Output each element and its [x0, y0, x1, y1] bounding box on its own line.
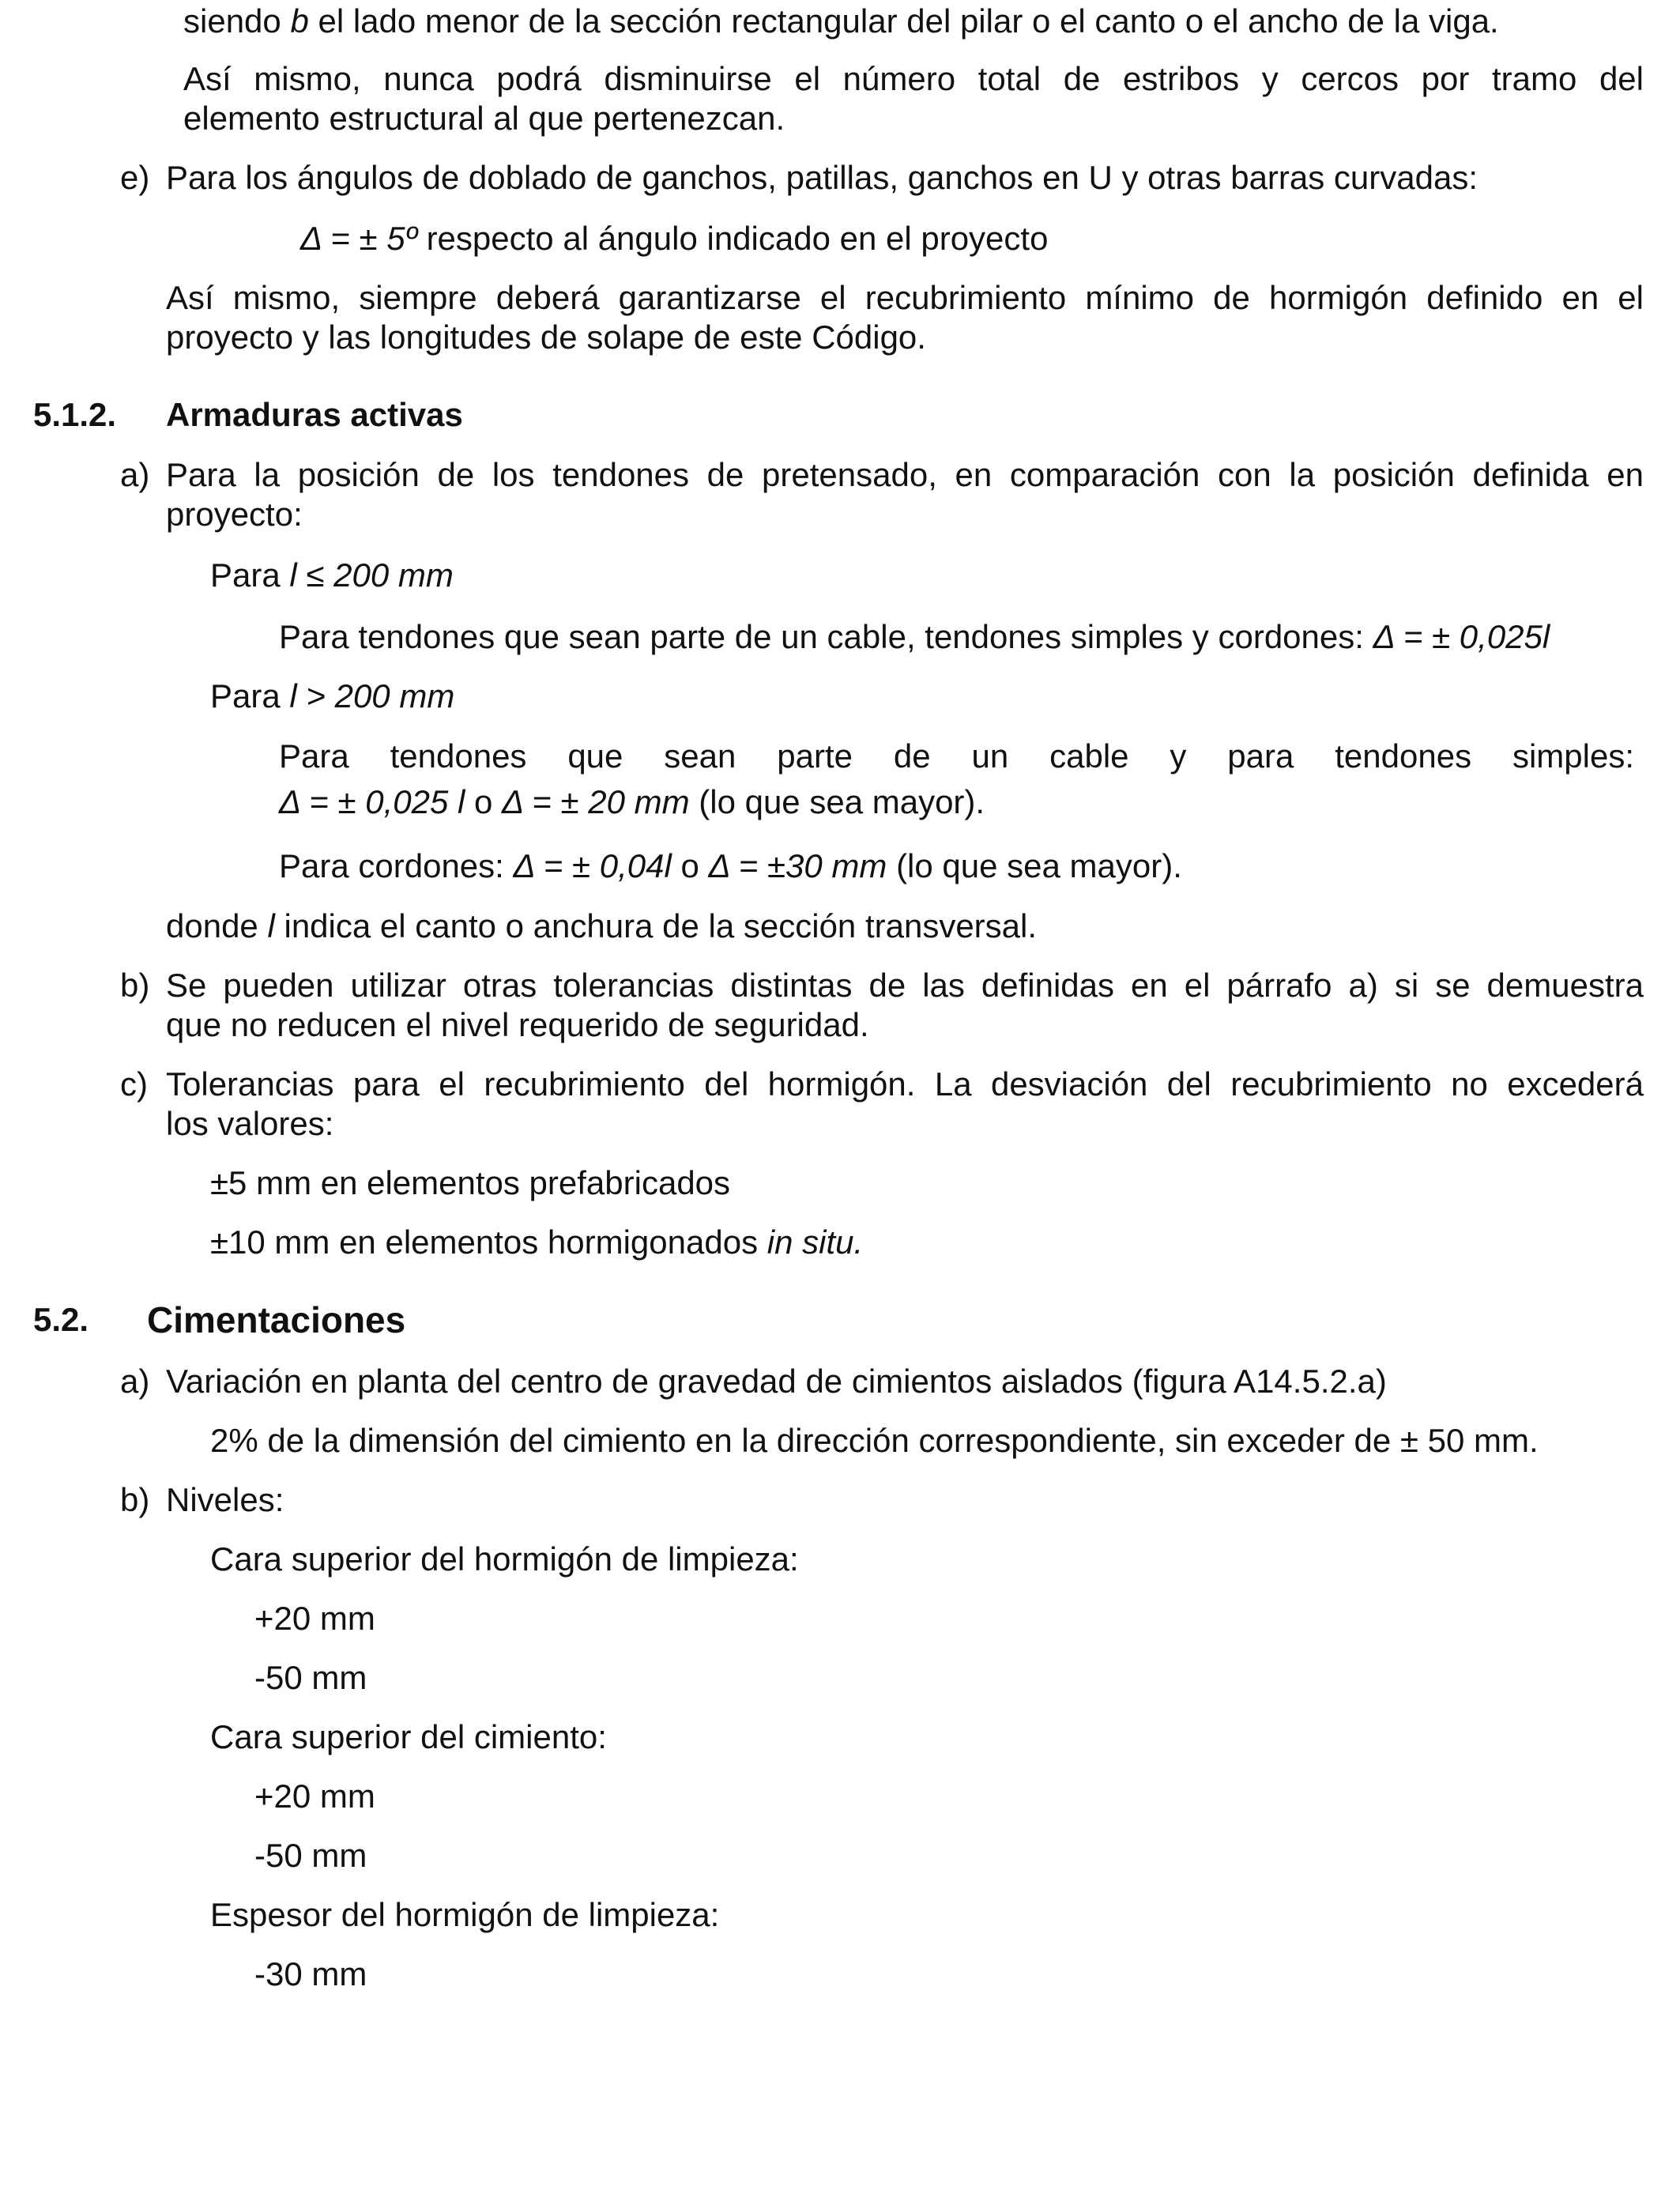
list-item-text	[166, 1065, 1644, 1104]
text: Armaduras activas	[166, 396, 463, 433]
formula: Δ = ± 0,025 l	[279, 783, 465, 820]
text: los valores:	[166, 1105, 334, 1142]
text: Cara superior del cimiento:	[210, 1718, 607, 1755]
text: e)	[120, 159, 150, 196]
text: 5.1.2.	[33, 396, 117, 433]
list-label	[120, 455, 149, 495]
text: donde	[166, 907, 268, 944]
text: siendo	[183, 2, 291, 40]
variable-l: l	[267, 907, 275, 944]
section-title	[147, 1300, 405, 1340]
formula: Δ = ±30 mm	[708, 847, 887, 884]
tolerance-item	[210, 1223, 863, 1262]
level-title	[210, 1540, 799, 1579]
text: Variación en planta del centro de gravedad de cimientos aislados (figura A14.5.2.a)	[166, 1363, 1387, 1400]
text: Para cordones:	[279, 847, 514, 884]
text: 5.2.	[33, 1301, 89, 1338]
text: o	[671, 847, 709, 884]
list-item-text	[166, 1362, 1387, 1401]
text: Tolerancias para el recubrimiento del hormigón. La desviación del recubrimiento no excederá	[166, 1065, 1644, 1103]
level-value	[254, 1599, 375, 1638]
text: -30 mm	[254, 1955, 367, 1992]
text: Para la posición de los tendones de pretensado, en comparación con la posición definida en	[166, 456, 1644, 493]
section-number	[33, 395, 116, 435]
text: Así mismo, siempre deberá garantizarse el recubrimiento mínimo de hormigón definido en el	[166, 279, 1644, 316]
formula: l ≤ 200 mm	[289, 556, 454, 594]
list-item-text	[166, 1480, 284, 1520]
detail-line	[279, 617, 1550, 657]
list-label	[120, 1065, 148, 1104]
text: ±10 mm en elementos hormigonados	[210, 1223, 767, 1261]
formula: Δ = ± 0,04l	[513, 847, 672, 884]
paragraph-line	[166, 1104, 333, 1144]
paragraph-line	[166, 278, 1644, 318]
text: Para tendones que sean parte de un cable y para tendones simples:	[279, 737, 1634, 775]
text: (lo que sea mayor).	[887, 847, 1182, 884]
detail-line	[279, 846, 1182, 886]
formula: l > 200 mm	[289, 677, 455, 714]
text: Para los ángulos de doblado de ganchos, patillas, ganchos en U y otras barras curvadas:	[166, 159, 1478, 196]
text: a)	[120, 1363, 150, 1400]
text: 2% de la dimensión del cimiento en la dirección correspondiente, sin exceder de ± 50 mm.	[210, 1422, 1539, 1459]
condition-line	[210, 677, 454, 716]
paragraph-line	[166, 495, 303, 534]
formula: Δ = ± 20 mm	[502, 783, 690, 820]
text: Para tendones que sean parte de un cable, tendones simples y cordones:	[279, 618, 1373, 655]
text: el lado menor de la sección rectangular del pilar o el canto o el ancho de la viga.	[308, 2, 1499, 40]
text: Cara superior del hormigón de limpieza:	[210, 1540, 799, 1578]
text: b)	[120, 967, 150, 1004]
condition-line	[210, 556, 454, 595]
italic-text: in situ.	[767, 1223, 864, 1261]
text: Para	[210, 677, 290, 714]
text: +20 mm	[254, 1777, 375, 1815]
text: (lo que sea mayor).	[689, 783, 985, 820]
text: a)	[120, 456, 150, 493]
text: Niveles:	[166, 1481, 284, 1518]
paragraph-line	[183, 2, 1499, 41]
level-title	[210, 1895, 719, 1935]
level-value	[254, 1955, 367, 1994]
detail-line	[210, 1421, 1539, 1461]
list-label	[120, 158, 149, 198]
text: elemento estructural al que pertenezcan.	[183, 100, 785, 137]
list-label	[120, 1362, 149, 1401]
text: que no reducen el nivel requerido de seguridad.	[166, 1006, 869, 1043]
section-number	[33, 1300, 89, 1340]
detail-line	[279, 737, 1634, 776]
text: -50 mm	[254, 1837, 367, 1874]
text: b)	[120, 1481, 150, 1518]
paragraph-line	[183, 99, 785, 138]
detail-line	[279, 782, 985, 822]
text: ±5 mm en elementos prefabricados	[210, 1164, 731, 1201]
list-item-text	[166, 158, 1478, 198]
list-label	[120, 966, 149, 1005]
text: c)	[120, 1065, 148, 1103]
level-value	[254, 1658, 367, 1698]
paragraph-line	[166, 907, 1037, 946]
text: proyecto y las longitudes de solape de este Código.	[166, 319, 926, 356]
variable-b: b	[290, 2, 309, 40]
text: o	[465, 783, 503, 820]
section-title	[166, 395, 463, 435]
paragraph-line	[183, 59, 1644, 99]
text: Así mismo, nunca podrá disminuirse el número total de estribos y cercos por tramo del	[183, 60, 1644, 97]
list-item-text	[166, 966, 1644, 1005]
text: indica el canto o anchura de la sección transversal.	[274, 907, 1038, 944]
list-label	[120, 1480, 149, 1520]
level-title	[210, 1717, 607, 1757]
formula-line	[300, 219, 1048, 258]
text: -50 mm	[254, 1659, 367, 1696]
formula: Δ = ± 5º	[300, 220, 417, 257]
text: Se pueden utilizar otras tolerancias distintas de las definidas en el párrafo a) si se demuestra	[166, 967, 1644, 1004]
paragraph-line	[166, 1005, 869, 1045]
level-value	[254, 1777, 375, 1816]
formula: Δ = ± 0,025l	[1373, 618, 1550, 655]
text: Espesor del hormigón de limpieza:	[210, 1896, 720, 1933]
text: Para	[210, 556, 290, 594]
text: +20 mm	[254, 1600, 375, 1637]
list-item-text	[166, 455, 1644, 495]
text: proyecto:	[166, 496, 303, 533]
text: Cimentaciones	[147, 1299, 406, 1340]
level-value	[254, 1836, 367, 1875]
text: respecto al ángulo indicado en el proyecto	[416, 220, 1049, 257]
paragraph-line	[166, 318, 926, 357]
tolerance-item	[210, 1163, 730, 1203]
